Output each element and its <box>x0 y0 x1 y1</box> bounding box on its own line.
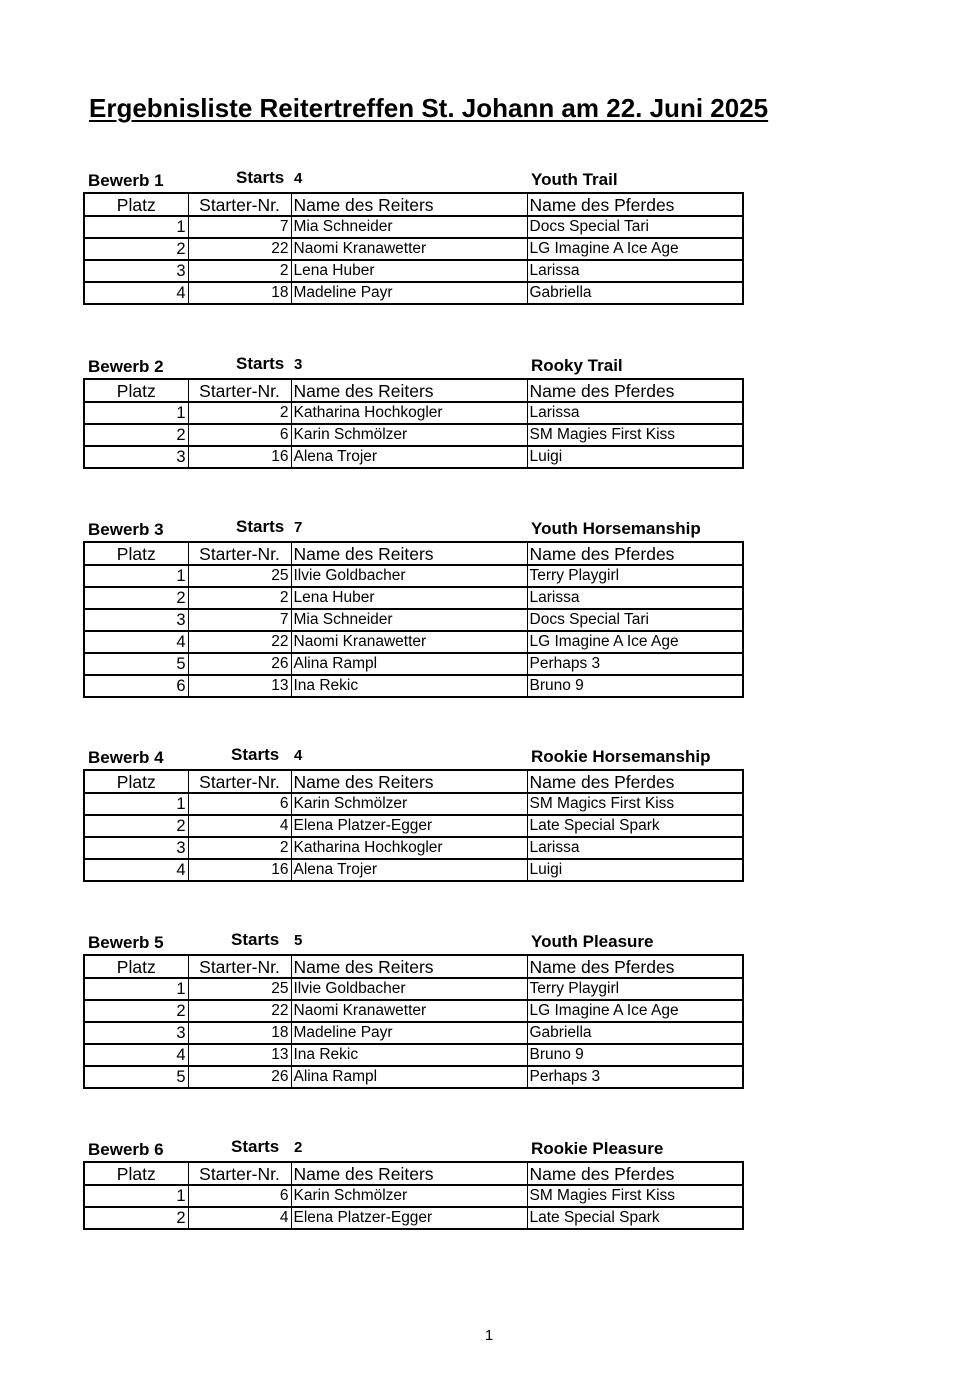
cell-pferd: Larissa <box>527 260 743 282</box>
header-starter-nr: Starter-Nr. <box>188 542 291 565</box>
cell-reiter: Alina Rampl <box>291 1066 527 1088</box>
cell-reiter: Karin Schmölzer <box>291 424 527 446</box>
cell-platz: 5 <box>84 653 188 675</box>
cell-reiter: Alina Rampl <box>291 653 527 675</box>
cell-reiter: Elena Platzer-Egger <box>291 815 527 837</box>
starts-count: 2 <box>294 1139 303 1156</box>
cell-starter-nr: 2 <box>188 402 291 424</box>
cell-starter-nr: 25 <box>188 565 291 587</box>
header-pferd: Name des Pferdes <box>527 1162 743 1185</box>
results-table <box>83 378 744 469</box>
cell-platz: 5 <box>84 1066 188 1088</box>
table-row <box>84 1066 743 1088</box>
cell-platz: 1 <box>84 402 188 424</box>
table-header-row <box>84 542 743 565</box>
cell-reiter: Ilvie Goldbacher <box>291 565 527 587</box>
starts-count: 7 <box>294 519 303 536</box>
table-row <box>84 1000 743 1022</box>
header-reiter: Name des Reiters <box>291 193 527 216</box>
competition-block <box>83 745 743 882</box>
competition-header <box>83 517 743 541</box>
starts-count: 3 <box>294 356 303 373</box>
table-row <box>84 587 743 609</box>
cell-pferd: SM Magies First Kiss <box>527 424 743 446</box>
table-row <box>84 609 743 631</box>
cell-pferd: SM Magics First Kiss <box>527 793 743 815</box>
table-row <box>84 653 743 675</box>
table-row <box>84 978 743 1000</box>
cell-pferd: Larissa <box>527 837 743 859</box>
cell-pferd: LG Imagine A Ice Age <box>527 631 743 653</box>
cell-pferd: Docs Special Tari <box>527 609 743 631</box>
cell-starter-nr: 22 <box>188 238 291 260</box>
cell-starter-nr: 13 <box>188 1044 291 1066</box>
table-header-row <box>84 1162 743 1185</box>
competition-label: Bewerb 6 <box>88 1140 164 1159</box>
results-table <box>83 192 744 305</box>
cell-reiter: Ina Rekic <box>291 1044 527 1066</box>
header-pferd: Name des Pferdes <box>527 379 743 402</box>
competition-block <box>83 1137 743 1230</box>
starts-count: 4 <box>294 170 303 187</box>
cell-reiter: Ilvie Goldbacher <box>291 978 527 1000</box>
cell-pferd: Larissa <box>527 587 743 609</box>
header-reiter: Name des Reiters <box>291 955 527 978</box>
cell-platz: 2 <box>84 238 188 260</box>
cell-reiter: Ina Rekic <box>291 675 527 697</box>
cell-platz: 2 <box>84 815 188 837</box>
header-pferd: Name des Pferdes <box>527 542 743 565</box>
cell-pferd: LG Imagine A Ice Age <box>527 1000 743 1022</box>
cell-starter-nr: 22 <box>188 631 291 653</box>
cell-platz: 6 <box>84 675 188 697</box>
header-platz: Platz <box>84 193 188 216</box>
cell-reiter: Lena Huber <box>291 260 527 282</box>
competition-label: Bewerb 5 <box>88 933 164 952</box>
table-row <box>84 565 743 587</box>
header-platz: Platz <box>84 770 188 793</box>
competition-header <box>83 1137 743 1161</box>
cell-platz: 2 <box>84 587 188 609</box>
header-platz: Platz <box>84 1162 188 1185</box>
header-starter-nr: Starter-Nr. <box>188 379 291 402</box>
cell-platz: 4 <box>84 859 188 881</box>
table-row <box>84 631 743 653</box>
cell-starter-nr: 26 <box>188 653 291 675</box>
table-row <box>84 859 743 881</box>
header-starter-nr: Starter-Nr. <box>188 193 291 216</box>
cell-reiter: Naomi Kranawetter <box>291 238 527 260</box>
competition-header <box>83 354 743 378</box>
header-starter-nr: Starter-Nr. <box>188 770 291 793</box>
cell-reiter: Karin Schmölzer <box>291 1185 527 1207</box>
table-row <box>84 1207 743 1229</box>
competition-block <box>83 517 743 698</box>
header-pferd: Name des Pferdes <box>527 193 743 216</box>
table-row <box>84 675 743 697</box>
cell-platz: 2 <box>84 1000 188 1022</box>
cell-pferd: Gabriella <box>527 1022 743 1044</box>
competition-name: Rooky Trail <box>531 356 623 375</box>
header-reiter: Name des Reiters <box>291 1162 527 1185</box>
page-number: 1 <box>484 1327 494 1344</box>
cell-reiter: Naomi Kranawetter <box>291 1000 527 1022</box>
cell-reiter: Madeline Payr <box>291 282 527 304</box>
header-starter-nr: Starter-Nr. <box>188 1162 291 1185</box>
cell-reiter: Mia Schneider <box>291 609 527 631</box>
cell-starter-nr: 7 <box>188 609 291 631</box>
cell-platz: 1 <box>84 978 188 1000</box>
cell-starter-nr: 16 <box>188 446 291 468</box>
cell-pferd: Bruno 9 <box>527 675 743 697</box>
header-platz: Platz <box>84 379 188 402</box>
competition-header <box>83 168 743 192</box>
cell-starter-nr: 13 <box>188 675 291 697</box>
cell-pferd: Docs Special Tari <box>527 216 743 238</box>
cell-starter-nr: 7 <box>188 216 291 238</box>
cell-reiter: Mia Schneider <box>291 216 527 238</box>
cell-reiter: Katharina Hochkogler <box>291 402 527 424</box>
cell-reiter: Elena Platzer-Egger <box>291 1207 527 1229</box>
competition-block <box>83 168 743 305</box>
competition-name: Youth Horsemanship <box>531 519 701 538</box>
cell-pferd: Perhaps 3 <box>527 1066 743 1088</box>
table-row <box>84 260 743 282</box>
cell-pferd: Bruno 9 <box>527 1044 743 1066</box>
header-reiter: Name des Reiters <box>291 770 527 793</box>
table-row <box>84 837 743 859</box>
competition-block <box>83 354 743 469</box>
header-pferd: Name des Pferdes <box>527 770 743 793</box>
cell-platz: 3 <box>84 446 188 468</box>
cell-reiter: Katharina Hochkogler <box>291 837 527 859</box>
competition-name: Rookie Horsemanship <box>531 747 711 766</box>
page-title: Ergebnisliste Reitertreffen St. Johann am 22. Juni 2025 <box>89 93 769 123</box>
cell-platz: 3 <box>84 837 188 859</box>
competition-header <box>83 745 743 769</box>
cell-platz: 4 <box>84 282 188 304</box>
cell-starter-nr: 2 <box>188 587 291 609</box>
starts-label: Starts <box>231 930 280 949</box>
competition-name: Rookie Pleasure <box>531 1139 664 1158</box>
table-header-row <box>84 770 743 793</box>
cell-reiter: Karin Schmölzer <box>291 793 527 815</box>
starts-label: Starts <box>236 168 285 187</box>
cell-pferd: Perhaps 3 <box>527 653 743 675</box>
cell-pferd: Gabriella <box>527 282 743 304</box>
header-reiter: Name des Reiters <box>291 379 527 402</box>
table-row <box>84 446 743 468</box>
competition-label: Bewerb 3 <box>88 520 164 539</box>
cell-reiter: Lena Huber <box>291 587 527 609</box>
cell-pferd: Larissa <box>527 402 743 424</box>
cell-starter-nr: 4 <box>188 1207 291 1229</box>
cell-platz: 1 <box>84 1185 188 1207</box>
cell-starter-nr: 16 <box>188 859 291 881</box>
competition-label: Bewerb 2 <box>88 357 164 376</box>
cell-pferd: Terry Playgirl <box>527 565 743 587</box>
cell-reiter: Madeline Payr <box>291 1022 527 1044</box>
competition-block <box>83 930 743 1089</box>
cell-platz: 2 <box>84 1207 188 1229</box>
cell-pferd: Late Special Spark <box>527 1207 743 1229</box>
cell-platz: 3 <box>84 260 188 282</box>
table-header-row <box>84 379 743 402</box>
cell-starter-nr: 4 <box>188 815 291 837</box>
cell-starter-nr: 26 <box>188 1066 291 1088</box>
cell-pferd: Terry Playgirl <box>527 978 743 1000</box>
table-header-row <box>84 955 743 978</box>
results-table <box>83 954 744 1089</box>
cell-platz: 1 <box>84 793 188 815</box>
table-row <box>84 282 743 304</box>
competition-label: Bewerb 4 <box>88 748 164 767</box>
starts-count: 4 <box>294 747 303 764</box>
cell-platz: 1 <box>84 565 188 587</box>
competition-name: Youth Trail <box>531 170 618 189</box>
cell-pferd: LG Imagine A Ice Age <box>527 238 743 260</box>
cell-pferd: Luigi <box>527 859 743 881</box>
starts-label: Starts <box>231 1137 280 1156</box>
header-platz: Platz <box>84 542 188 565</box>
cell-platz: 1 <box>84 216 188 238</box>
starts-count: 5 <box>294 932 303 949</box>
table-row <box>84 1022 743 1044</box>
table-row <box>84 1185 743 1207</box>
cell-starter-nr: 6 <box>188 424 291 446</box>
table-row <box>84 216 743 238</box>
cell-platz: 3 <box>84 1022 188 1044</box>
cell-starter-nr: 18 <box>188 1022 291 1044</box>
header-platz: Platz <box>84 955 188 978</box>
table-row <box>84 238 743 260</box>
cell-reiter: Alena Trojer <box>291 859 527 881</box>
cell-pferd: Late Special Spark <box>527 815 743 837</box>
results-table <box>83 769 744 882</box>
table-row <box>84 1044 743 1066</box>
cell-platz: 4 <box>84 1044 188 1066</box>
header-reiter: Name des Reiters <box>291 542 527 565</box>
table-row <box>84 793 743 815</box>
cell-reiter: Alena Trojer <box>291 446 527 468</box>
results-table <box>83 541 744 698</box>
starts-label: Starts <box>231 745 280 764</box>
competition-name: Youth Pleasure <box>531 932 654 951</box>
cell-reiter: Naomi Kranawetter <box>291 631 527 653</box>
cell-starter-nr: 25 <box>188 978 291 1000</box>
cell-starter-nr: 18 <box>188 282 291 304</box>
cell-platz: 3 <box>84 609 188 631</box>
table-header-row <box>84 193 743 216</box>
cell-starter-nr: 6 <box>188 1185 291 1207</box>
competition-header <box>83 930 743 954</box>
cell-starter-nr: 2 <box>188 837 291 859</box>
results-table <box>83 1161 744 1230</box>
table-row <box>84 815 743 837</box>
cell-starter-nr: 6 <box>188 793 291 815</box>
cell-pferd: SM Magies First Kiss <box>527 1185 743 1207</box>
competition-label: Bewerb 1 <box>88 171 164 190</box>
header-pferd: Name des Pferdes <box>527 955 743 978</box>
cell-platz: 2 <box>84 424 188 446</box>
table-row <box>84 424 743 446</box>
starts-label: Starts <box>236 517 285 536</box>
cell-platz: 4 <box>84 631 188 653</box>
header-starter-nr: Starter-Nr. <box>188 955 291 978</box>
cell-starter-nr: 2 <box>188 260 291 282</box>
table-row <box>84 402 743 424</box>
starts-label: Starts <box>236 354 285 373</box>
cell-starter-nr: 22 <box>188 1000 291 1022</box>
cell-pferd: Luigi <box>527 446 743 468</box>
